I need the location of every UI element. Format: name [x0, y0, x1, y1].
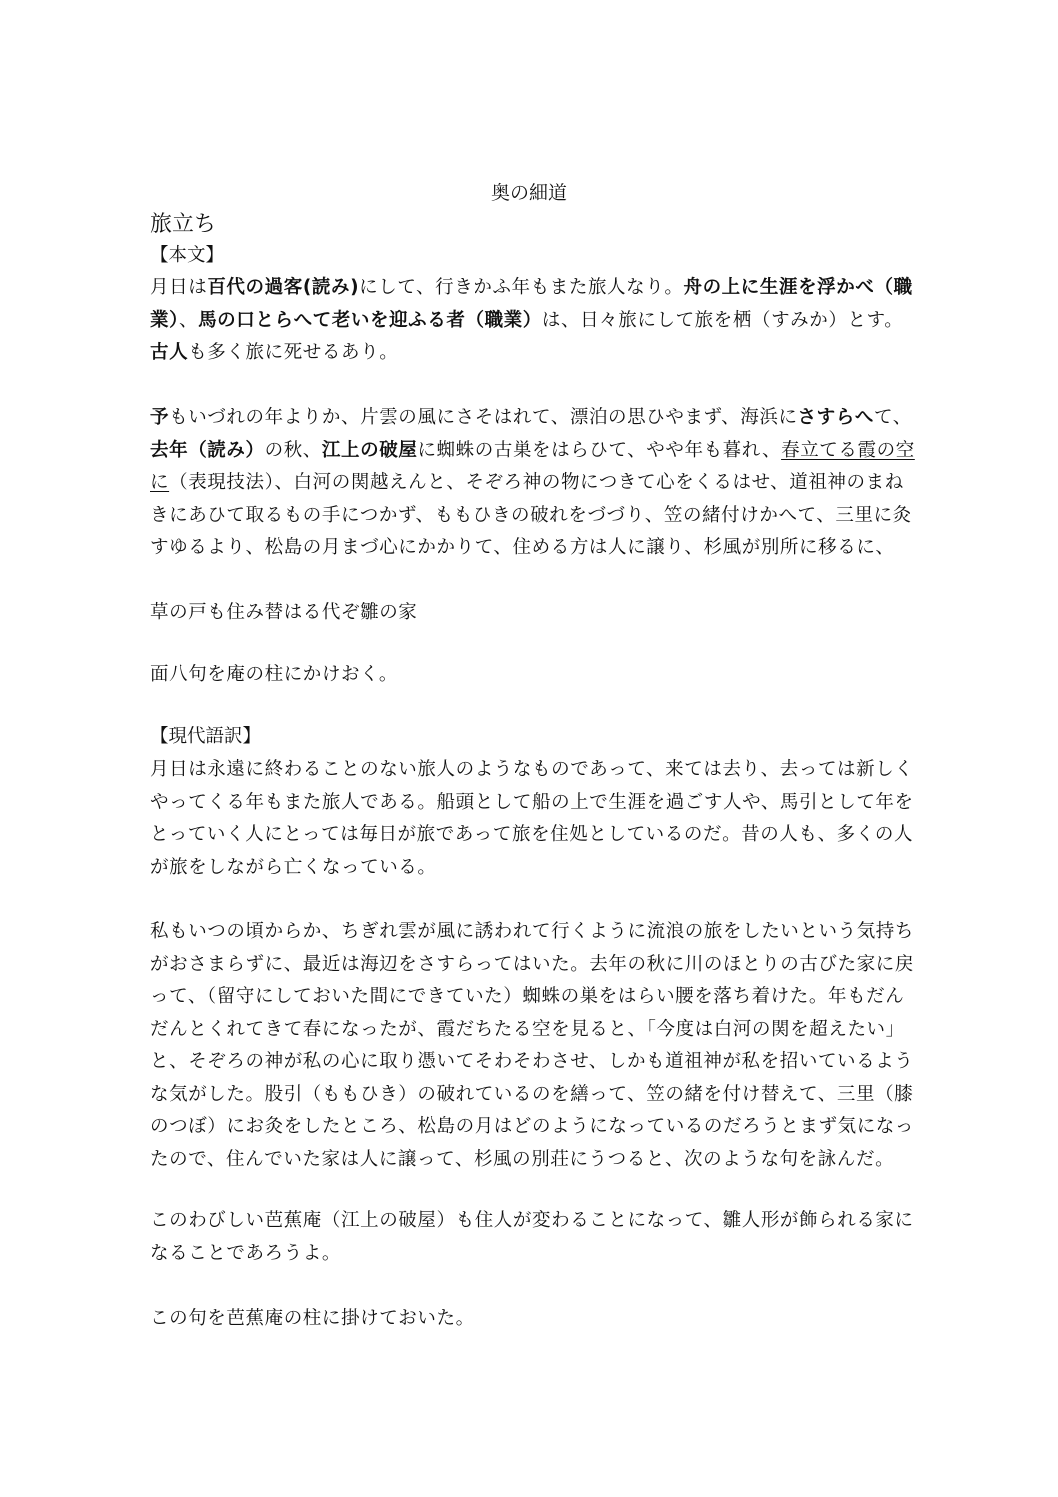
haiku: 草の戸も住み替はる代ぞ雛の家	[150, 602, 418, 623]
text-run: （表現技法）、白河の関越えんと、そぞろ神の物につきて心をくるはせ、道祖神のまねきにあひて取るもの手につかず、ももひきの破れをづづり、笠の緒付けかへて、三里に灸すゆるより、松島の月まづ心にかかりて、住める方は人に譲り、杉風が別所に移るに、	[150, 472, 912, 558]
text-run: さすらへ	[797, 407, 874, 428]
original-closing: 面八句を庵の柱にかけおく。	[150, 664, 398, 685]
modern-paragraph-3: このわびしい芭蕉庵（江上の破屋）も住人が変わることになって、雛人形が飾られる家になることであろうよ。	[150, 1210, 914, 1264]
document-title: 奥の細道	[490, 182, 567, 204]
text-run: もいづれの年よりか、片雲の風にさそはれて、漂泊の思ひやまず、海浜に	[169, 407, 798, 428]
text-run: 予	[150, 407, 170, 428]
text-run: にして、行きかふ年もまた旅人なり。	[359, 277, 684, 298]
text-run: 古人	[150, 342, 189, 363]
text-run: 春立てる霞の空に	[150, 439, 915, 493]
modern-paragraph-2: 私もいつの頃からか、ちぎれ雲が風に誘われて行くように流浪の旅をしたいという気持ちがおさまらずに、最近は海辺をさすらってはいた。去年の秋に川のほとりの古びた家に戻って、（留守にしておいた間にできていた）蜘蛛の巣をはらい腰を落ち着けた。年もだんだんとくれてきて春になったが、霞だちたる空を見ると、「今度は白河の関を超えたい」と、そぞろの神が私の心に取り憑いてそわそわさせ、しかも道祖神が私を招いているような気がした。股引（ももひき）の破れているのを繕って、笠の緒を付け替えて、三里（膝のつぼ）にお灸をしたところ、松島の月はどのようになっているのだろうとまず気になったので、住んでいた家は人に譲って、杉風の別荘にうつると、次のような句を詠んだ。	[150, 921, 915, 1170]
modern-paragraph-1: 月日は永遠に終わることのない旅人のようなものであって、来ては去り、去っては新しくやってくる年もまた旅人である。船頭として船の上で生涯を過ごす人や、馬引として年をとっていく人にとっては毎日が旅であって旅を住処としているのだ。昔の人も、多くの人が旅をしながら亡くなっている。	[150, 759, 914, 878]
text-run: 去年（読み）	[150, 439, 265, 461]
text-run: 馬の口とらへて老いを迎ふる者（職業）	[198, 309, 542, 331]
modern-paragraph-4: この句を芭蕉庵の柱に掛けておいた。	[150, 1308, 475, 1329]
text-run: 百代の過客(読み)	[207, 277, 360, 298]
original-paragraph-2	[150, 402, 920, 565]
text-run: 、	[178, 309, 199, 331]
text-run: は、日々旅にして旅を栖（すみか）とす。	[541, 309, 904, 331]
text-run: に蜘蛛の古巣をはらひて、やや年も暮れ、	[417, 439, 782, 461]
modern-translation-label: 【現代語訳】	[150, 726, 262, 747]
text-run: も多く旅に死せるあり。	[188, 342, 399, 363]
text-run: 舟の上に生涯を浮かべ（職業）	[150, 277, 913, 331]
original-paragraph-1	[150, 272, 920, 370]
text-run: て、	[873, 407, 912, 428]
text-run: 月日は	[150, 277, 208, 298]
text-run: 江上の破屋	[321, 439, 418, 461]
text-run: の秋、	[264, 439, 322, 461]
original-text-label: 【本文】	[150, 245, 225, 266]
section-title: 旅立ち	[150, 212, 217, 237]
